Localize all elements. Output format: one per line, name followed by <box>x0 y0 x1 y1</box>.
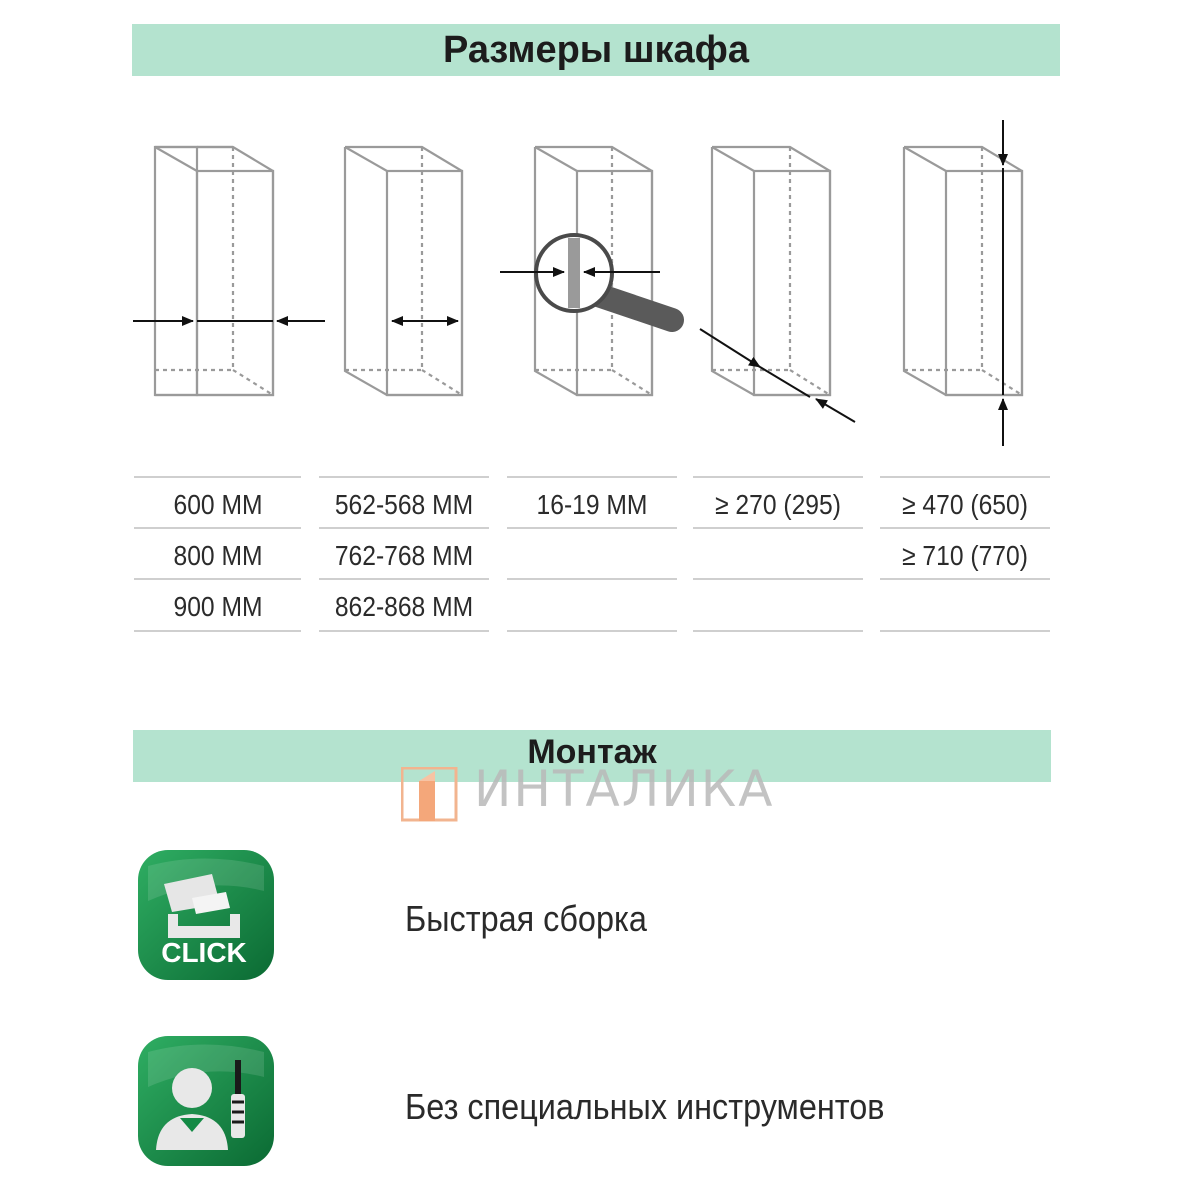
click-assembly-icon <box>134 846 282 986</box>
cabinet-diagram-1 <box>155 147 273 395</box>
table-rule <box>507 630 677 632</box>
size-cell-depth: ≥ 270 (295) <box>715 489 841 520</box>
table-rule <box>693 578 863 580</box>
no-tools-person-screwdriver-icon <box>134 1032 282 1172</box>
intalika-logo-icon <box>401 767 459 823</box>
click-label: CLICK <box>161 937 247 968</box>
watermark-text: ИНТАЛИКА <box>474 760 775 818</box>
table-rule <box>880 578 1050 580</box>
cabinet-diagram-4 <box>712 147 830 395</box>
depth-arrow-top <box>700 329 760 367</box>
size-cell-width: 800 MM <box>173 540 263 571</box>
size-cell-width: 900 MM <box>173 591 263 622</box>
table-rule <box>507 527 677 529</box>
size-cell-height: ≥ 470 (650) <box>902 489 1028 520</box>
table-rule <box>319 630 489 632</box>
depth-arrow-bottom <box>816 399 855 422</box>
size-cell-panel-thickness: 16-19 MM <box>536 489 648 520</box>
section-title-cabinet-sizes: Размеры шкафа <box>132 24 1060 76</box>
table-rule <box>880 630 1050 632</box>
table-rule <box>693 527 863 529</box>
cabinet-diagram-5 <box>904 147 1022 395</box>
table-rule <box>507 578 677 580</box>
feature-no-special-tools: Без специальных инструментов <box>405 1086 885 1127</box>
cabinet-dimension-diagrams <box>0 0 1200 470</box>
table-rule <box>134 630 301 632</box>
table-rule <box>693 630 863 632</box>
feature-quick-assembly: Быстрая сборка <box>405 898 647 939</box>
size-cell-width: 600 MM <box>173 489 263 520</box>
size-cell-inner-width: 562-568 MM <box>334 489 474 520</box>
size-cell-inner-width: 762-768 MM <box>334 540 474 571</box>
section-title-mounting: Монтаж <box>133 730 1051 782</box>
size-cell-height: ≥ 710 (770) <box>902 540 1028 571</box>
size-cell-inner-width: 862-868 MM <box>334 591 474 622</box>
magnifier-icon <box>500 235 672 320</box>
cabinet-diagram-2 <box>345 147 462 395</box>
